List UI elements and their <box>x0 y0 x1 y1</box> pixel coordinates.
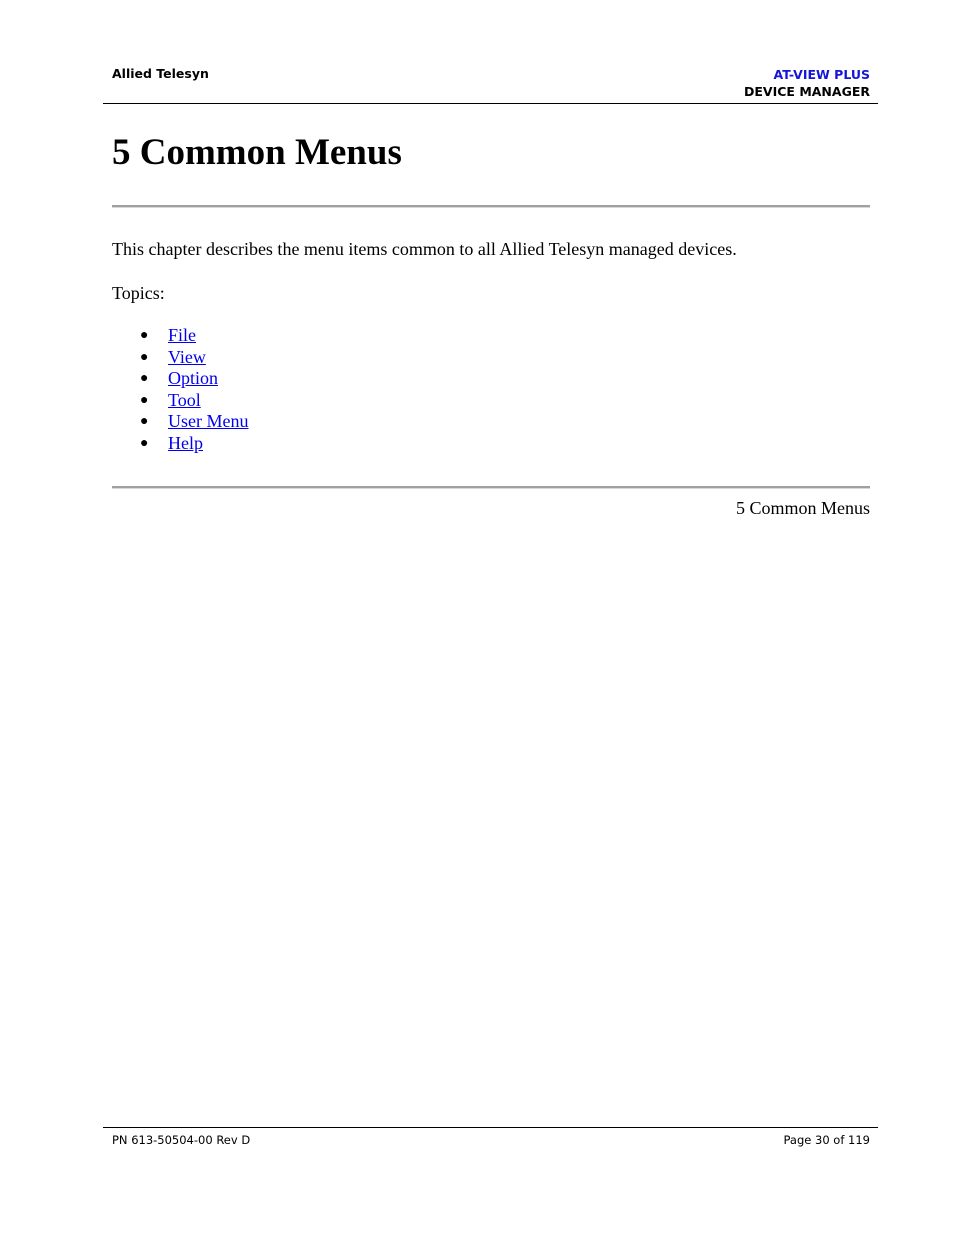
list-item <box>112 368 248 390</box>
list-item <box>112 411 248 433</box>
footer-page-number: Page 30 of 119 <box>783 1133 870 1147</box>
bullet-icon: ● <box>140 349 149 365</box>
bullet-icon: ● <box>140 371 149 386</box>
bullet-icon: ● <box>140 414 149 429</box>
bullet-icon: ● <box>140 392 149 408</box>
list-item <box>112 325 248 347</box>
topic-link-file[interactable]: File <box>168 325 197 345</box>
section-footer-label: 5 Common Menus <box>735 498 870 518</box>
list-item <box>112 433 248 455</box>
bullet-icon: ● <box>140 328 149 343</box>
list-item <box>112 347 248 369</box>
title-rule <box>112 205 870 208</box>
topics-label: Topics: <box>112 283 165 303</box>
topic-link-view[interactable]: View <box>168 346 206 367</box>
footer-divider <box>103 1127 878 1128</box>
topic-link-help[interactable]: Help <box>168 432 203 453</box>
section-rule <box>112 486 870 489</box>
header-divider <box>103 103 878 104</box>
bullet-icon: ● <box>140 435 149 451</box>
header-company: Allied Telesyn <box>112 66 209 81</box>
topic-link-option[interactable]: Option <box>168 368 219 388</box>
topic-link-user-menu[interactable]: User Menu <box>168 411 249 431</box>
header-subtitle: DEVICE MANAGER <box>744 84 870 99</box>
list-item <box>112 390 248 412</box>
topics-list <box>112 325 248 454</box>
intro-text: This chapter describes the menu items common to all Allied Telesyn managed devices. <box>112 239 737 259</box>
header-product-block <box>744 66 870 100</box>
footer-part-number: PN 613-50504-00 Rev D <box>112 1133 251 1147</box>
header-product: AT-VIEW PLUS <box>773 67 870 82</box>
page-title: 5 Common Menus <box>112 132 402 173</box>
topic-link-tool[interactable]: Tool <box>168 389 201 410</box>
